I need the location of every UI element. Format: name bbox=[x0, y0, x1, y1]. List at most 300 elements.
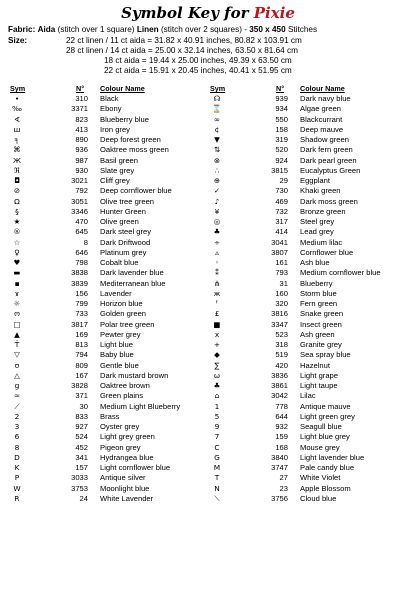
number-cell: 320 bbox=[275, 299, 288, 308]
table-row bbox=[208, 320, 408, 330]
colour-name-cell: Deep mauve bbox=[300, 124, 344, 134]
symbol-cell: § bbox=[15, 206, 19, 216]
symbol-cell: + bbox=[213, 340, 221, 349]
symbol-cell: ⌘ bbox=[13, 145, 21, 155]
colour-name-cell: Cloud blue bbox=[300, 493, 337, 503]
colour-name-cell: Light lavender blue bbox=[300, 452, 365, 462]
number-cell: 371 bbox=[75, 391, 88, 401]
number-cell: 157 bbox=[75, 463, 88, 472]
symbol-cell: ⟋ bbox=[14, 401, 20, 411]
symbol-cell: ⌂ bbox=[214, 391, 220, 401]
colour-name-cell: Fern green bbox=[300, 299, 338, 308]
number-cell: 3756 bbox=[271, 493, 288, 503]
colour-name-cell: Pale candy blue bbox=[300, 463, 355, 472]
symbol-cell: ⁑ bbox=[215, 268, 219, 278]
symbol-cell: ⌛ bbox=[212, 104, 222, 114]
number-cell: 168 bbox=[275, 442, 288, 452]
table-row bbox=[208, 289, 408, 299]
number-cell: 31 bbox=[279, 278, 288, 288]
number-cell: 160 bbox=[275, 288, 288, 298]
colour-name-cell: Medium lilac bbox=[300, 237, 343, 247]
symbol-cell: • bbox=[14, 94, 20, 103]
colour-name-cell: Oaktree brown bbox=[100, 381, 150, 390]
colour-name-cell: Lavender bbox=[100, 288, 132, 298]
number-cell: 3815 bbox=[271, 165, 288, 175]
number-cell: 523 bbox=[275, 329, 288, 339]
table-row bbox=[208, 361, 408, 371]
table-row bbox=[208, 381, 408, 391]
number-cell: 452 bbox=[75, 442, 88, 452]
table-row bbox=[8, 432, 208, 442]
table-row bbox=[8, 391, 208, 401]
symbol-cell: 6 bbox=[14, 432, 20, 442]
table-row bbox=[8, 125, 208, 135]
table-row bbox=[8, 463, 208, 473]
number-cell: 890 bbox=[75, 135, 88, 144]
number-cell: 939 bbox=[275, 94, 288, 103]
colour-name-cell: Khaki green bbox=[300, 186, 341, 196]
header-name: Colour Name bbox=[300, 84, 345, 93]
fabric-aida-note: (stitch over 1 square) bbox=[57, 25, 135, 34]
colour-name-cell: Shadow green bbox=[300, 135, 349, 144]
symbol-cell: △ bbox=[14, 370, 20, 380]
number-cell: 167 bbox=[75, 370, 88, 380]
symbol-cell: ♪ bbox=[214, 196, 220, 206]
number-cell: 3838 bbox=[71, 268, 88, 278]
colour-name-cell: Mediterranean blue bbox=[100, 278, 166, 288]
symbol-cell: K bbox=[14, 463, 20, 472]
colour-name-cell: Dark navy blue bbox=[300, 94, 351, 103]
colour-name-cell: Dark Driftwood bbox=[100, 237, 151, 247]
table-row bbox=[208, 197, 408, 207]
table-row bbox=[8, 443, 208, 453]
table-row bbox=[8, 258, 208, 268]
table-row bbox=[8, 115, 208, 125]
table-row bbox=[8, 197, 208, 207]
number-cell: 778 bbox=[275, 401, 288, 411]
number-cell: 3753 bbox=[71, 483, 88, 493]
symbol-cell: ♣ bbox=[213, 227, 221, 237]
symbol-cell: ▽ bbox=[14, 350, 20, 360]
symbol-cell: ∞ bbox=[213, 114, 221, 124]
symbol-cell: ▪ bbox=[14, 278, 20, 288]
fabric-stitches-suffix: Stitches bbox=[287, 25, 318, 34]
colour-name-cell: Cornflower blue bbox=[300, 247, 354, 257]
colour-name-cell: Golden green bbox=[100, 309, 147, 319]
table-row bbox=[208, 258, 408, 268]
colour-name-cell: Dark lavender blue bbox=[100, 268, 164, 278]
symbol-column-right bbox=[208, 84, 408, 504]
symbol-cell: Ω bbox=[14, 196, 20, 206]
symbol-cell: ∑ bbox=[214, 360, 220, 370]
colour-name-cell: Blackcurrant bbox=[300, 114, 343, 124]
colour-name-cell: Medium cornflower blue bbox=[300, 268, 381, 278]
colour-name-cell: Eggplant bbox=[300, 176, 330, 185]
colour-name-cell: Hazelnut bbox=[300, 360, 330, 370]
table-row bbox=[208, 371, 408, 381]
symbol-cell: ≈ bbox=[13, 391, 21, 401]
number-cell: 798 bbox=[75, 258, 88, 267]
table-row bbox=[8, 156, 208, 166]
number-cell: 930 bbox=[75, 165, 88, 175]
table-row bbox=[8, 166, 208, 176]
colour-name-cell: Blueberry blue bbox=[100, 114, 149, 124]
colour-name-cell: Lilac bbox=[300, 391, 316, 401]
number-cell: 3021 bbox=[71, 176, 88, 185]
symbol-cell: W bbox=[13, 483, 21, 493]
size-line-4: 22 ct aida = 15.91 x 20.45 inches, 40.41 x 51.95 cm bbox=[104, 66, 292, 75]
colour-name-cell: Oyster grey bbox=[100, 422, 140, 431]
number-cell: 792 bbox=[75, 186, 88, 196]
colour-name-cell: Deep forest green bbox=[100, 135, 161, 144]
number-cell: 420 bbox=[275, 360, 288, 370]
symbol-cell: ⋔ bbox=[213, 278, 221, 288]
number-cell: 524 bbox=[75, 432, 88, 442]
symbol-cell: P bbox=[14, 473, 20, 483]
symbol-cell: ⊘ bbox=[13, 186, 21, 196]
symbol-cell: ɤ bbox=[14, 288, 20, 298]
symbol-cell: ∢ bbox=[13, 114, 21, 124]
table-row bbox=[8, 340, 208, 350]
colour-name-cell: Light blue grey bbox=[300, 432, 350, 442]
symbol-cell: ʊ bbox=[14, 360, 20, 370]
number-cell: 3836 bbox=[271, 370, 288, 380]
table-row bbox=[208, 484, 408, 494]
table-row bbox=[8, 484, 208, 494]
table-header bbox=[8, 84, 208, 94]
number-cell: 319 bbox=[275, 135, 288, 144]
table-row bbox=[8, 135, 208, 145]
table-row bbox=[8, 268, 208, 278]
table-row bbox=[208, 279, 408, 289]
table-row bbox=[8, 494, 208, 504]
table-row bbox=[8, 412, 208, 422]
number-cell: 519 bbox=[275, 350, 288, 360]
number-cell: 158 bbox=[275, 124, 288, 134]
number-cell: 924 bbox=[275, 155, 288, 165]
symbol-cell: ☆ bbox=[13, 237, 21, 247]
symbol-cell: ‰ bbox=[12, 104, 22, 114]
colour-name-cell: Sea spray blue bbox=[300, 350, 351, 360]
colour-name-cell: Hunter Green bbox=[100, 206, 147, 216]
number-cell: 932 bbox=[275, 422, 288, 431]
table-row bbox=[8, 217, 208, 227]
table-row bbox=[8, 279, 208, 289]
table-row bbox=[8, 94, 208, 104]
symbol-cell: ® bbox=[13, 227, 21, 237]
colour-name-cell: Snake green bbox=[300, 309, 344, 319]
colour-name-cell: Basil green bbox=[100, 155, 138, 165]
colour-name-cell: Ash blue bbox=[300, 258, 330, 267]
number-cell: 3861 bbox=[271, 381, 288, 390]
number-cell: 927 bbox=[75, 422, 88, 431]
colour-name-cell: Oaktree moss green bbox=[100, 145, 169, 155]
symbol-cell: ◘ bbox=[14, 176, 20, 185]
symbol-cell: ∴ bbox=[214, 165, 220, 175]
number-cell: 161 bbox=[275, 258, 288, 267]
symbol-cell: ▬ bbox=[13, 268, 21, 278]
symbol-cell: M bbox=[213, 463, 221, 472]
number-cell: 8 bbox=[83, 237, 88, 247]
table-row bbox=[8, 371, 208, 381]
size-label: Size: bbox=[8, 36, 28, 45]
colour-name-cell: Green plains bbox=[100, 391, 144, 401]
colour-name-cell: Storm blue bbox=[300, 288, 337, 298]
symbol-cell: 8 bbox=[14, 442, 20, 452]
colour-name-cell: Bronze green bbox=[300, 206, 346, 216]
number-cell: 24 bbox=[79, 493, 88, 503]
symbol-cell: g bbox=[14, 381, 20, 390]
table-row bbox=[8, 350, 208, 360]
symbol-cell: 9 bbox=[214, 422, 220, 431]
colour-name-cell: Gentle blue bbox=[100, 360, 139, 370]
table-row bbox=[208, 94, 408, 104]
number-cell: 934 bbox=[275, 104, 288, 114]
colour-name-cell: Light taupe bbox=[300, 381, 338, 390]
table-row bbox=[8, 186, 208, 196]
number-cell: 794 bbox=[75, 350, 88, 360]
table-row bbox=[8, 227, 208, 237]
colour-name-cell: Dark pearl green bbox=[300, 155, 357, 165]
number-cell: 169 bbox=[75, 329, 88, 339]
table-row bbox=[208, 494, 408, 504]
colour-name-cell: Baby blue bbox=[100, 350, 134, 360]
size-line-3: 18 ct aida = 19.44 x 25.00 inches, 49.39 x 63.50 cm bbox=[104, 56, 292, 65]
colour-name-cell: Blueberry bbox=[300, 278, 333, 288]
table-row bbox=[8, 289, 208, 299]
table-row bbox=[208, 330, 408, 340]
colour-name-cell: Seagull blue bbox=[300, 422, 342, 431]
symbol-cell: ★ bbox=[13, 217, 21, 226]
table-row bbox=[208, 412, 408, 422]
colour-name-cell: Apple Blossom bbox=[300, 483, 351, 493]
number-cell: 799 bbox=[75, 299, 88, 308]
number-cell: 3828 bbox=[71, 381, 88, 390]
colour-name-cell: Dark mustard brown bbox=[100, 370, 169, 380]
symbol-cell: N bbox=[214, 483, 220, 493]
number-cell: 3817 bbox=[71, 319, 88, 329]
title-main: Symbol Key for bbox=[121, 4, 254, 22]
colour-name-cell: Algae green bbox=[300, 104, 341, 114]
size-line-1: 22 ct linen / 11 ct aida = 31.82 x 40.91 inches, 80.82 x 103.91 cm bbox=[66, 36, 302, 45]
colour-name-cell: White Lavender bbox=[100, 493, 154, 503]
number-cell: 793 bbox=[275, 268, 288, 278]
table-row bbox=[208, 166, 408, 176]
colour-name-cell: Black bbox=[100, 94, 119, 103]
colour-name-cell: Ebony bbox=[100, 104, 122, 114]
colour-name-cell: Olive green bbox=[100, 217, 139, 226]
table-row bbox=[208, 340, 408, 350]
number-cell: 341 bbox=[75, 452, 88, 462]
symbol-cell: ⟍ bbox=[214, 493, 220, 503]
symbol-cell: ♥ bbox=[13, 258, 21, 267]
fabric-stitches: 350 x 450 bbox=[249, 25, 286, 34]
number-cell: 646 bbox=[75, 247, 88, 257]
symbol-cell: 3 bbox=[14, 422, 20, 431]
symbol-cell: ╕ bbox=[14, 135, 20, 144]
symbol-cell: ო bbox=[14, 309, 20, 319]
colour-name-cell: Hydrangea blue bbox=[100, 452, 154, 462]
table-row bbox=[208, 473, 408, 483]
number-cell: 3807 bbox=[271, 247, 288, 257]
number-cell: 732 bbox=[275, 206, 288, 216]
number-cell: 3816 bbox=[271, 309, 288, 319]
number-cell: 310 bbox=[75, 94, 88, 103]
symbol-cell: Ж bbox=[13, 155, 21, 165]
symbol-cell: ᶠ bbox=[215, 299, 219, 308]
colour-name-cell: Lead grey bbox=[300, 227, 334, 237]
colour-name-cell: Platinum grey bbox=[100, 247, 147, 257]
number-cell: 645 bbox=[75, 227, 88, 237]
symbol-cell: R bbox=[14, 493, 20, 503]
symbol-cell: C bbox=[214, 442, 220, 452]
number-cell: 3371 bbox=[71, 104, 88, 114]
symbol-cell: ⅹ bbox=[214, 329, 220, 339]
number-cell: 3041 bbox=[271, 237, 288, 247]
fabric-label: Fabric: bbox=[8, 25, 36, 34]
colour-name-cell: Light grape bbox=[300, 370, 338, 380]
table-row bbox=[208, 135, 408, 145]
table-row bbox=[208, 145, 408, 155]
number-cell: 414 bbox=[275, 227, 288, 237]
number-cell: 3042 bbox=[271, 391, 288, 401]
number-cell: 317 bbox=[275, 217, 288, 226]
table-row bbox=[8, 309, 208, 319]
colour-name-cell: Polar tree green bbox=[100, 319, 155, 329]
number-cell: 413 bbox=[75, 124, 88, 134]
header-num: N° bbox=[276, 84, 285, 93]
table-row bbox=[208, 207, 408, 217]
header-sym: Sym bbox=[210, 84, 226, 93]
colour-name-cell: Eucalyptus Green bbox=[300, 165, 361, 175]
table-row bbox=[8, 238, 208, 248]
table-row bbox=[208, 299, 408, 309]
colour-name-cell: Iron grey bbox=[100, 124, 130, 134]
table-row bbox=[8, 453, 208, 463]
table-row bbox=[8, 473, 208, 483]
colour-name-cell: Dark steel grey bbox=[100, 227, 152, 237]
colour-name-cell: Brass bbox=[100, 411, 120, 421]
symbol-cell: ⊕ bbox=[213, 176, 221, 185]
symbol-cell: ω bbox=[213, 370, 221, 380]
symbol-cell: ℜ bbox=[13, 165, 21, 175]
number-cell: 23 bbox=[279, 483, 288, 493]
table-row bbox=[208, 350, 408, 360]
number-cell: 318 bbox=[275, 340, 288, 349]
symbol-cell: ✓ bbox=[213, 186, 221, 196]
number-cell: 644 bbox=[275, 411, 288, 421]
number-cell: 3347 bbox=[271, 319, 288, 329]
symbol-cell: ¢ bbox=[214, 124, 220, 134]
number-cell: 156 bbox=[75, 288, 88, 298]
colour-name-cell: Pigeon grey bbox=[100, 442, 141, 452]
table-row bbox=[8, 207, 208, 217]
table-row bbox=[208, 115, 408, 125]
number-cell: 3346 bbox=[71, 206, 88, 216]
number-cell: 29 bbox=[279, 176, 288, 185]
fabric-aida: Aida bbox=[37, 25, 56, 34]
fabric-line bbox=[8, 25, 317, 35]
table-row bbox=[208, 402, 408, 412]
table-row bbox=[8, 422, 208, 432]
page-title bbox=[0, 4, 416, 22]
number-cell: 550 bbox=[275, 114, 288, 124]
symbol-cell: ▲ bbox=[14, 329, 20, 339]
colour-name-cell: Horizon blue bbox=[100, 299, 143, 308]
colour-name-cell: Steel grey bbox=[300, 217, 335, 226]
table-row bbox=[208, 432, 408, 442]
colour-name-cell: Light green grey bbox=[300, 411, 355, 421]
symbol-cell: ш bbox=[13, 124, 21, 134]
number-cell: 936 bbox=[75, 145, 88, 155]
symbol-cell: ◦ bbox=[214, 258, 220, 267]
table-row bbox=[208, 217, 408, 227]
header-name: Colour Name bbox=[100, 84, 145, 93]
symbol-cell: 5 bbox=[214, 411, 220, 421]
table-row bbox=[208, 125, 408, 135]
header-num: N° bbox=[76, 84, 85, 93]
colour-name-cell: Cobalt blue bbox=[100, 258, 139, 267]
table-row bbox=[208, 309, 408, 319]
table-row bbox=[208, 422, 408, 432]
header-sym: Sym bbox=[10, 84, 26, 93]
symbol-column-left bbox=[8, 84, 208, 504]
table-row bbox=[208, 443, 408, 453]
symbol-cell: ◎ bbox=[213, 217, 221, 226]
number-cell: 823 bbox=[75, 114, 88, 124]
number-cell: 733 bbox=[75, 309, 88, 319]
symbol-cell: D bbox=[14, 452, 20, 462]
number-cell: 159 bbox=[275, 432, 288, 442]
table-row bbox=[208, 248, 408, 258]
table-row bbox=[8, 145, 208, 155]
number-cell: 3747 bbox=[271, 463, 288, 472]
symbol-cell: ж bbox=[213, 288, 221, 298]
fabric-linen-note: (stitch over 2 squares) - bbox=[160, 25, 247, 34]
colour-name-cell: Deep cornflower blue bbox=[100, 186, 172, 196]
symbol-cell: G bbox=[214, 452, 220, 462]
symbol-cell: ◆ bbox=[214, 350, 220, 360]
colour-name-cell: Dark fern green bbox=[300, 145, 353, 155]
symbol-cell: ☊ bbox=[213, 94, 221, 103]
table-row bbox=[8, 381, 208, 391]
colour-name-cell: Medium Light Blueberry bbox=[100, 401, 181, 411]
symbol-cell: ▵ bbox=[215, 247, 219, 257]
table-row bbox=[8, 361, 208, 371]
symbol-cell: ♣ bbox=[213, 381, 221, 390]
table-row bbox=[208, 453, 408, 463]
number-cell: 987 bbox=[75, 155, 88, 165]
colour-name-cell: Pewter grey bbox=[100, 329, 141, 339]
symbol-cell: ⊗ bbox=[213, 155, 221, 165]
table-row bbox=[208, 104, 408, 114]
fabric-linen: Linen bbox=[136, 25, 159, 34]
table-row bbox=[8, 330, 208, 340]
size-line-2: 28 ct linen / 14 ct aida = 25.00 x 32.14 inches, 63.50 x 81.64 cm bbox=[66, 46, 298, 55]
colour-name-cell: Light blue bbox=[100, 340, 133, 349]
table-row bbox=[208, 268, 408, 278]
symbol-cell: Ť bbox=[14, 340, 20, 349]
colour-name-cell: Antique mauve bbox=[300, 401, 351, 411]
colour-name-cell: Light grey green bbox=[100, 432, 155, 442]
colour-name-cell: Moonlight blue bbox=[100, 483, 150, 493]
colour-name-cell: Antique silver bbox=[100, 473, 146, 483]
colour-name-cell: Light cornflower blue bbox=[100, 463, 171, 472]
number-cell: 730 bbox=[275, 186, 288, 196]
symbol-cell: ⇅ bbox=[213, 145, 221, 155]
table-row bbox=[8, 402, 208, 412]
table-row bbox=[208, 227, 408, 237]
